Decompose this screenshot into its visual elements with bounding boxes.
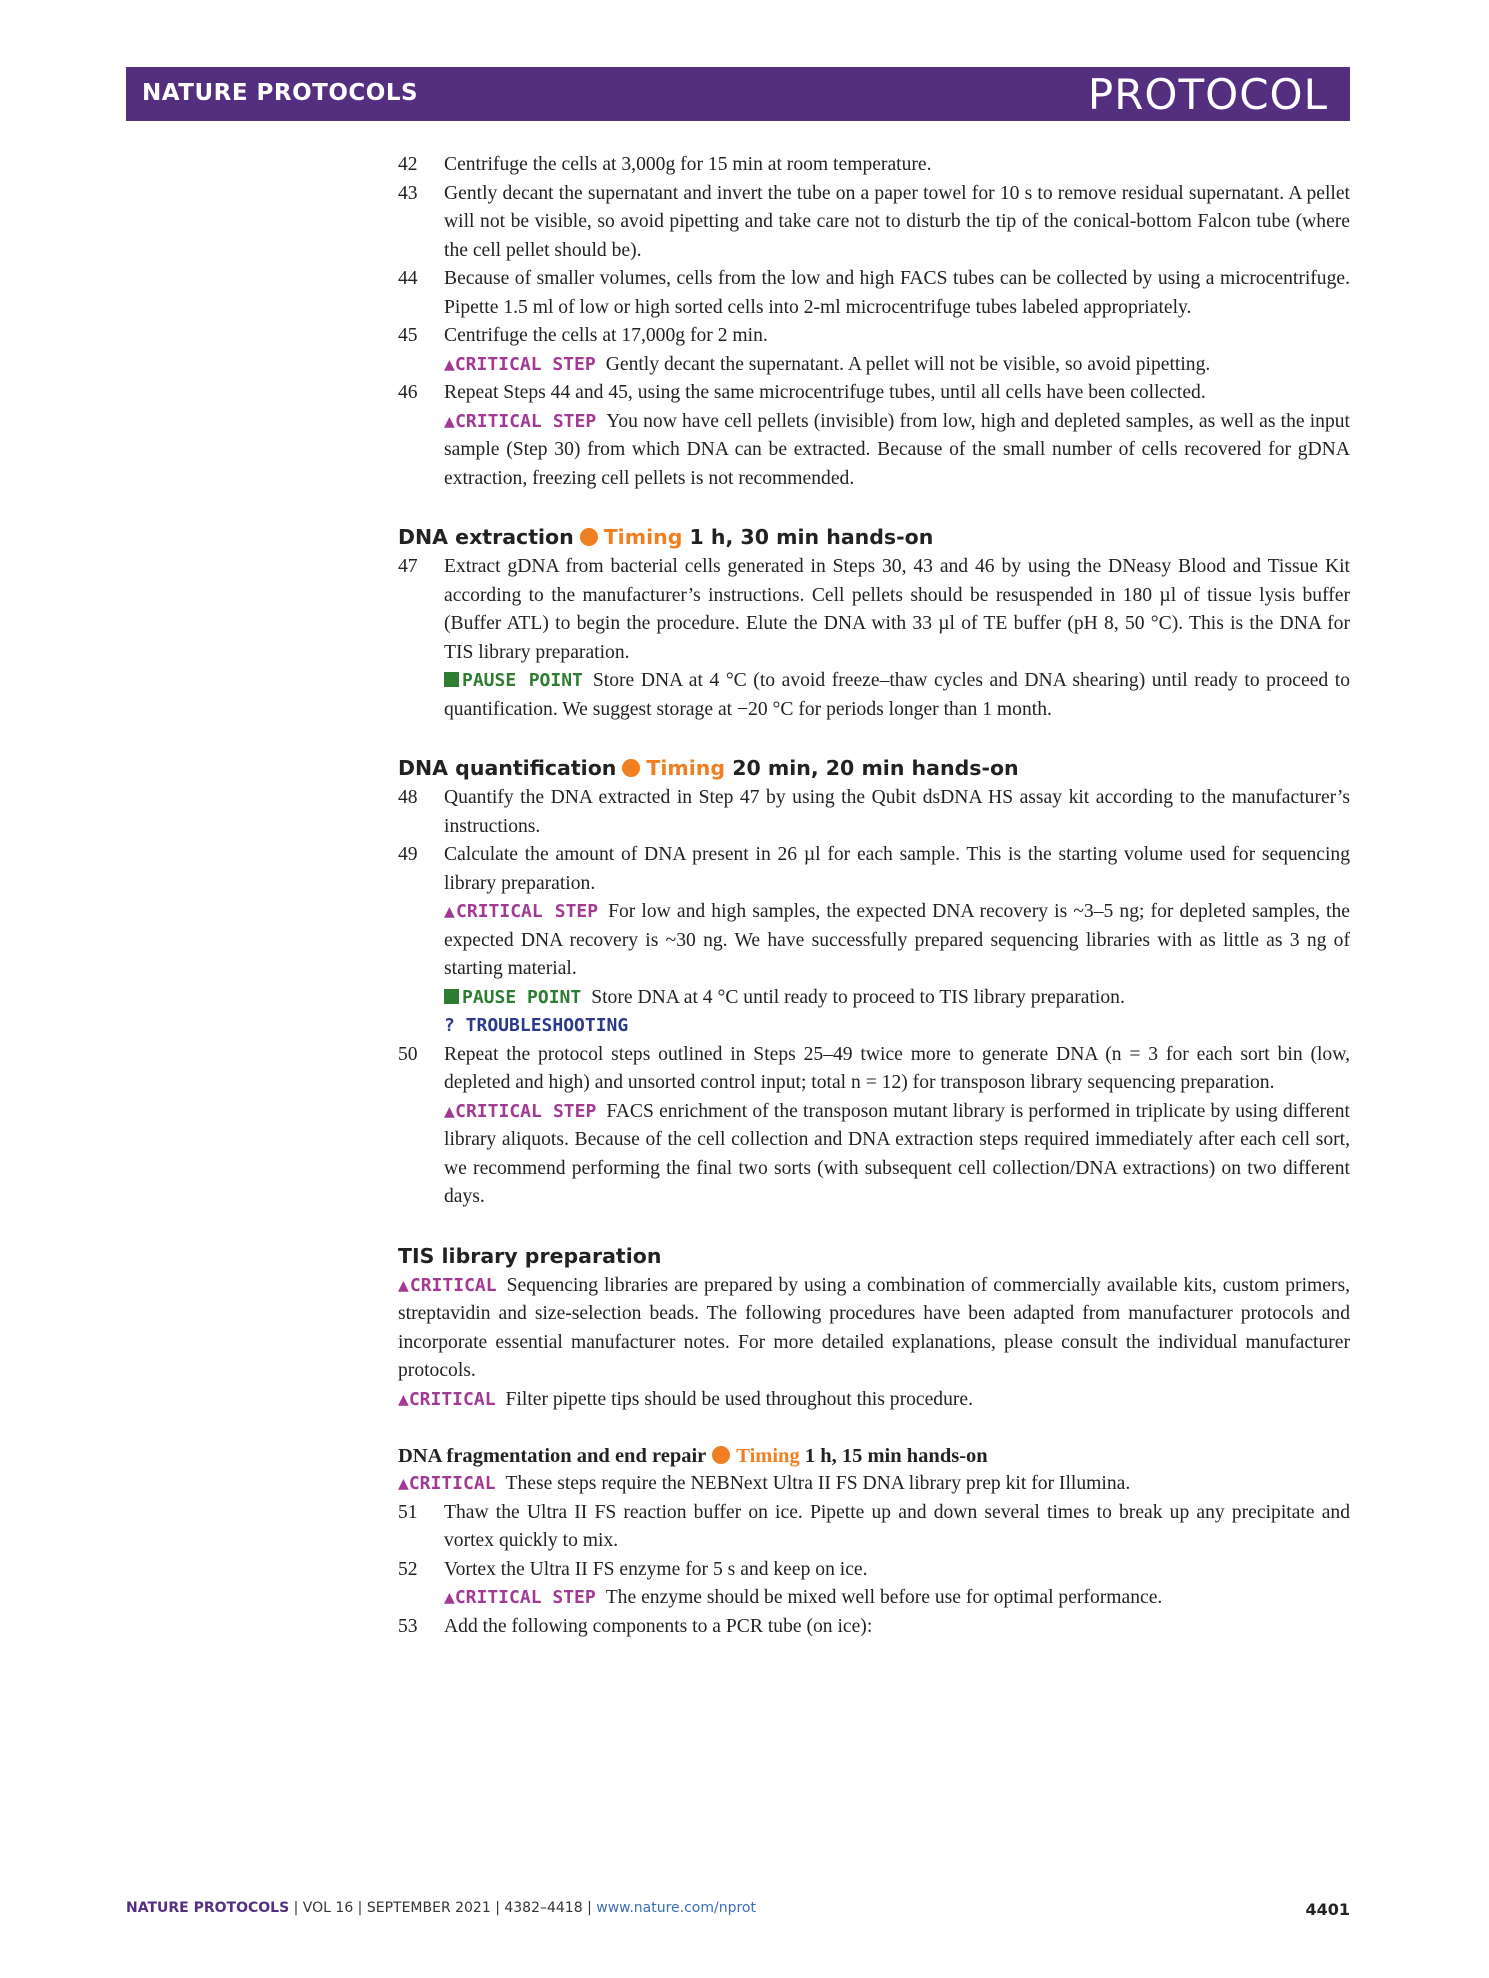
step-number: 47 — [398, 556, 418, 577]
step-text: Thaw the Ultra II FS reaction buffer on ice. Pipette up and down several times to break up any precipitate and vortex quickly to mix. — [444, 1501, 1350, 1551]
heading-title: DNA fragmentation and end repair — [398, 1445, 707, 1467]
step-44 — [398, 265, 1350, 322]
step-text: Gently decant the supernatant and invert the tube on a paper towel for 10 s to remove residual supernatant. A pellet will not be visible, so avoid pipetting and take care not to disturb the tip of the conical-bottom Falcon tube (where the cell pellet should be). — [444, 182, 1350, 261]
step-48 — [398, 784, 1350, 841]
note-text: Store DNA at 4 °C until ready to proceed to TIS library preparation. — [591, 986, 1125, 1008]
critical-step-label: ▲CRITICAL STEP — [444, 353, 596, 375]
pause-point-note — [398, 667, 1350, 724]
step-49 — [398, 841, 1350, 898]
step-number: 48 — [398, 787, 418, 808]
critical-step-label: ▲CRITICAL STEP — [444, 1100, 597, 1122]
step-51 — [398, 1499, 1350, 1556]
timing-value: 1 h, 15 min hands-on — [804, 1445, 988, 1467]
timing-value: 1 h, 30 min hands-on — [689, 525, 934, 549]
critical-label: ▲CRITICAL — [398, 1388, 496, 1410]
step-text: Extract gDNA from bacterial cells generated in Steps 30, 43 and 46 by using the DNeasy Blood and Tissue Kit according to the manufacturer’s instructions. Cell pellets should be resuspended in 180 µl of tissue lysis buffer (Buffer ATL) to begin the procedure. Elute the DNA with 33 µl of TE buffer (pH 8, 50 °C). This is the DNA for TIS library preparation. — [444, 556, 1350, 663]
footer-citation: | VOL 16 | SEPTEMBER 2021 | 4382–4418 | — [289, 1900, 597, 1916]
step-number: 46 — [398, 382, 418, 403]
timing-label: Timing — [603, 525, 683, 549]
step-text: Calculate the amount of DNA present in 26 µl for each sample. This is the starting volume used for sequencing library preparation. — [444, 844, 1350, 894]
step-text: Add the following components to a PCR tube (on ice): — [444, 1615, 873, 1637]
pause-point-label: PAUSE POINT — [462, 670, 583, 691]
note-text: Filter pipette tips should be used throughout this procedure. — [505, 1388, 974, 1410]
step-text: Centrifuge the cells at 17,000g for 2 min. — [444, 325, 768, 346]
page-footer — [126, 1900, 1350, 1919]
note-text: For low and high samples, the expected DNA recovery is ~3–5 ng; for depleted samples, the expected DNA recovery is ~30 ng. We have successfully prepared sequencing libraries with as little as 3 ng of starting material. — [444, 901, 1350, 979]
step-number: 50 — [398, 1043, 418, 1065]
troubleshooting-note — [398, 1012, 1350, 1041]
subsection-heading-fragmentation — [398, 1442, 1350, 1470]
main-content — [398, 151, 1350, 1641]
step-number: 51 — [398, 1501, 418, 1523]
heading-title: TIS library preparation — [398, 1243, 662, 1268]
timing-value: 20 min, 20 min hands-on — [732, 756, 1019, 780]
section-heading-dna-quantification — [398, 754, 1350, 782]
critical-step-label: ▲CRITICAL STEP — [444, 901, 599, 922]
critical-step-label: ▲CRITICAL STEP — [444, 1587, 596, 1608]
step-number: 49 — [398, 844, 418, 865]
note-text: FACS enrichment of the transposon mutant library is performed in triplicate by using different library aliquots. Because of the cell collection and DNA extraction steps required immediately after each cell sort, we recommend performing the final two sorts (with subsequent cell collection/DNA extractions) on two different days. — [444, 1100, 1350, 1207]
section-heading-dna-extraction — [398, 523, 1350, 551]
step-text: Quantify the DNA extracted in Step 47 by using the Qubit dsDNA HS assay kit according to the manufacturer’s instructions. — [444, 787, 1350, 837]
timing-label: Timing — [736, 1445, 800, 1467]
step-number: 44 — [398, 268, 418, 289]
heading-title: DNA extraction — [398, 525, 574, 549]
step-53 — [398, 1613, 1350, 1642]
step-47 — [398, 553, 1350, 667]
note-text: The enzyme should be mixed well before use for optimal performance. — [605, 1587, 1163, 1608]
step-number: 52 — [398, 1558, 418, 1580]
step-text: Repeat Steps 44 and 45, using the same microcentrifuge tubes, until all cells have been collected. — [444, 382, 1206, 403]
step-text: Centrifuge the cells at 3,000g for 15 min at room temperature. — [444, 154, 932, 175]
timing-dot-icon — [712, 1446, 730, 1464]
step-number: 45 — [398, 325, 418, 346]
critical-note — [398, 1470, 1350, 1499]
step-42 — [398, 151, 1350, 180]
timing-dot-icon — [622, 759, 640, 777]
step-43 — [398, 180, 1350, 266]
note-text: These steps require the NEBNext Ultra II FS DNA library prep kit for Illumina. — [505, 1473, 1131, 1494]
footer-url-link[interactable]: www.nature.com/nprot — [596, 1900, 756, 1916]
step-46 — [398, 379, 1350, 408]
step-52 — [398, 1556, 1350, 1585]
critical-note — [398, 1386, 1350, 1415]
pause-square-icon — [444, 989, 459, 1004]
timing-label: Timing — [646, 756, 726, 780]
note-text: Gently decant the supernatant. A pellet will not be visible, so avoid pipetting. — [605, 353, 1211, 375]
critical-step-note — [398, 898, 1350, 984]
timing-dot-icon — [580, 528, 598, 546]
journal-name: NATURE PROTOCOLS — [142, 80, 419, 106]
critical-step-note — [398, 1584, 1350, 1613]
critical-step-note — [398, 351, 1350, 380]
section-heading-tis-library — [398, 1242, 1350, 1270]
note-text: Sequencing libraries are prepared by using a combination of commercially available kits, custom primers, streptavidin and size-selection beads. The following procedures have been adapted from manufacturer protocols and incorporate essential manufacturer notes. For more detailed explanations, please consult the individual manufacturer protocols. — [398, 1274, 1350, 1381]
critical-note — [398, 1272, 1350, 1386]
heading-title: DNA quantification — [398, 756, 617, 780]
critical-step-note — [398, 1098, 1350, 1212]
pause-square-icon — [444, 672, 459, 687]
page-number: 4401 — [1305, 1900, 1350, 1919]
pause-point-label: PAUSE POINT — [462, 986, 582, 1008]
critical-label: ▲CRITICAL — [398, 1473, 496, 1494]
critical-step-label: ▲CRITICAL STEP — [444, 410, 597, 432]
critical-label: ▲CRITICAL — [398, 1274, 497, 1296]
step-text: Repeat the protocol steps outlined in Steps 25–49 twice more to generate DNA (n = 3 for each sort bin (low, depleted and high) and unsorted control input; total n = 12) for transposon library sequencing preparation. — [444, 1043, 1350, 1093]
step-text: Because of smaller volumes, cells from the low and high FACS tubes can be collected by using a microcentrifuge. Pipette 1.5 ml of low or high sorted cells into 2-ml microcentrifuge tubes labeled appropriately. — [444, 268, 1350, 318]
pause-point-note — [398, 984, 1350, 1013]
critical-step-note — [398, 408, 1350, 494]
header-bar — [126, 67, 1350, 121]
step-number: 42 — [398, 154, 418, 175]
troubleshooting-label: ? TROUBLESHOOTING — [444, 1015, 629, 1036]
section-name: PROTOCOL — [1087, 70, 1328, 119]
step-text: Vortex the Ultra II FS enzyme for 5 s and keep on ice. — [444, 1558, 868, 1580]
step-50 — [398, 1041, 1350, 1098]
note-text: Store DNA at 4 °C (to avoid freeze–thaw cycles and DNA shearing) until ready to proceed to quantification. We suggest storage at −20 °C for periods longer than 1 month. — [444, 670, 1350, 720]
footer-journal: NATURE PROTOCOLS — [126, 1900, 290, 1916]
note-text: You now have cell pellets (invisible) from low, high and depleted samples, as well as the input sample (Step 30) from which DNA can be extracted. Because of the small number of cells recovered for gDNA extraction, freezing cell pellets is not recommended. — [444, 410, 1350, 489]
step-45 — [398, 322, 1350, 351]
step-number: 43 — [398, 182, 418, 204]
step-number: 53 — [398, 1615, 418, 1637]
